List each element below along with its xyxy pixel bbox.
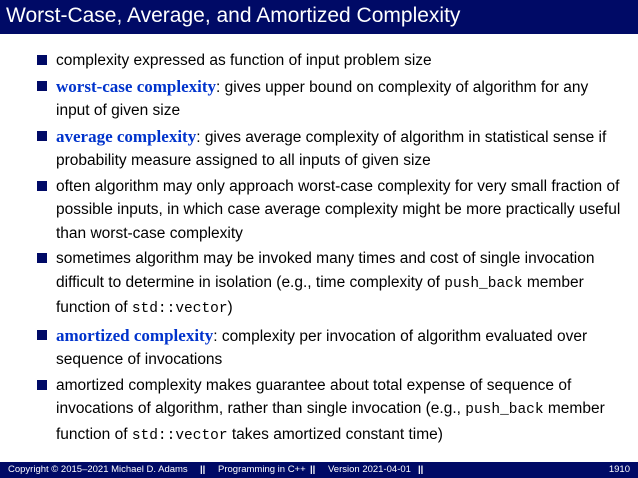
bullet-item [36, 125, 626, 173]
footer-separator: || [418, 464, 424, 475]
bullet-text: takes amortized constant time) [227, 425, 443, 443]
bullet-text: : gives upper bound on complexity of algorithm for any input of given size [56, 78, 589, 119]
bullet-list [36, 49, 626, 450]
footer-bar [0, 462, 638, 478]
bullet-text: sometimes algorithm may be invoked many times and cost of single invocation difficult to determine in isolation (e.g., time complexity of [56, 250, 595, 291]
bullet-text: ) [227, 299, 233, 316]
footer-separator: || [310, 464, 316, 475]
code-push-back: push_back [465, 402, 544, 418]
bullet-item [36, 247, 626, 322]
bullet-text: member function of [56, 273, 584, 316]
bullet-text: member function of [56, 400, 605, 443]
bullet-square-icon [37, 81, 47, 91]
bullet-item [36, 324, 626, 372]
bullet-square-icon [37, 330, 47, 340]
bullet-square-icon [37, 131, 47, 141]
bullet-item [36, 374, 626, 449]
bullet-square-icon [37, 181, 47, 191]
bullet-text: amortized complexity makes guarantee about total expense of sequence of invocations of algorithm, rather than single invocation (e.g., [56, 376, 572, 417]
footer-course: Programming in C++ [218, 464, 306, 475]
bullet-item [36, 49, 626, 73]
footer-page-number: 1910 [608, 464, 630, 475]
slide-title: Worst-Case, Average, and Amortized Complexity [6, 4, 461, 27]
bullet-square-icon [37, 55, 47, 65]
bullet-item [36, 75, 626, 123]
bullet-square-icon [37, 380, 47, 390]
bullet-item [36, 175, 626, 246]
code-std-vector: std::vector [131, 427, 228, 444]
code-std-vector: std::vector [131, 301, 228, 317]
footer-version: Version 2021-04-01 [328, 464, 411, 475]
footer-separator: || [200, 464, 206, 475]
bullet-text: complexity expressed as function of input problem size [56, 52, 432, 69]
term-worst-case: worst-case complexity [56, 76, 217, 96]
bullet-text: : gives average complexity of algorithm in statistical sense if probability measure assigned to all inputs of given size [56, 128, 607, 169]
footer-copyright: Copyright © 2015–2021 Michael D. Adams [8, 464, 188, 475]
term-average: average complexity [56, 126, 197, 146]
code-push-back: push_back [444, 275, 523, 292]
title-bar [0, 0, 638, 34]
bullet-square-icon [37, 253, 47, 263]
bullet-text: often algorithm may only approach worst-case complexity for very small fraction of possible inputs, in which case average complexity might be more practically useful than worst-case complexity [56, 177, 621, 242]
bullet-text: : complexity per invocation of algorithm evaluated over sequence of invocations [56, 327, 588, 368]
term-amortized: amortized complexity [56, 325, 214, 345]
